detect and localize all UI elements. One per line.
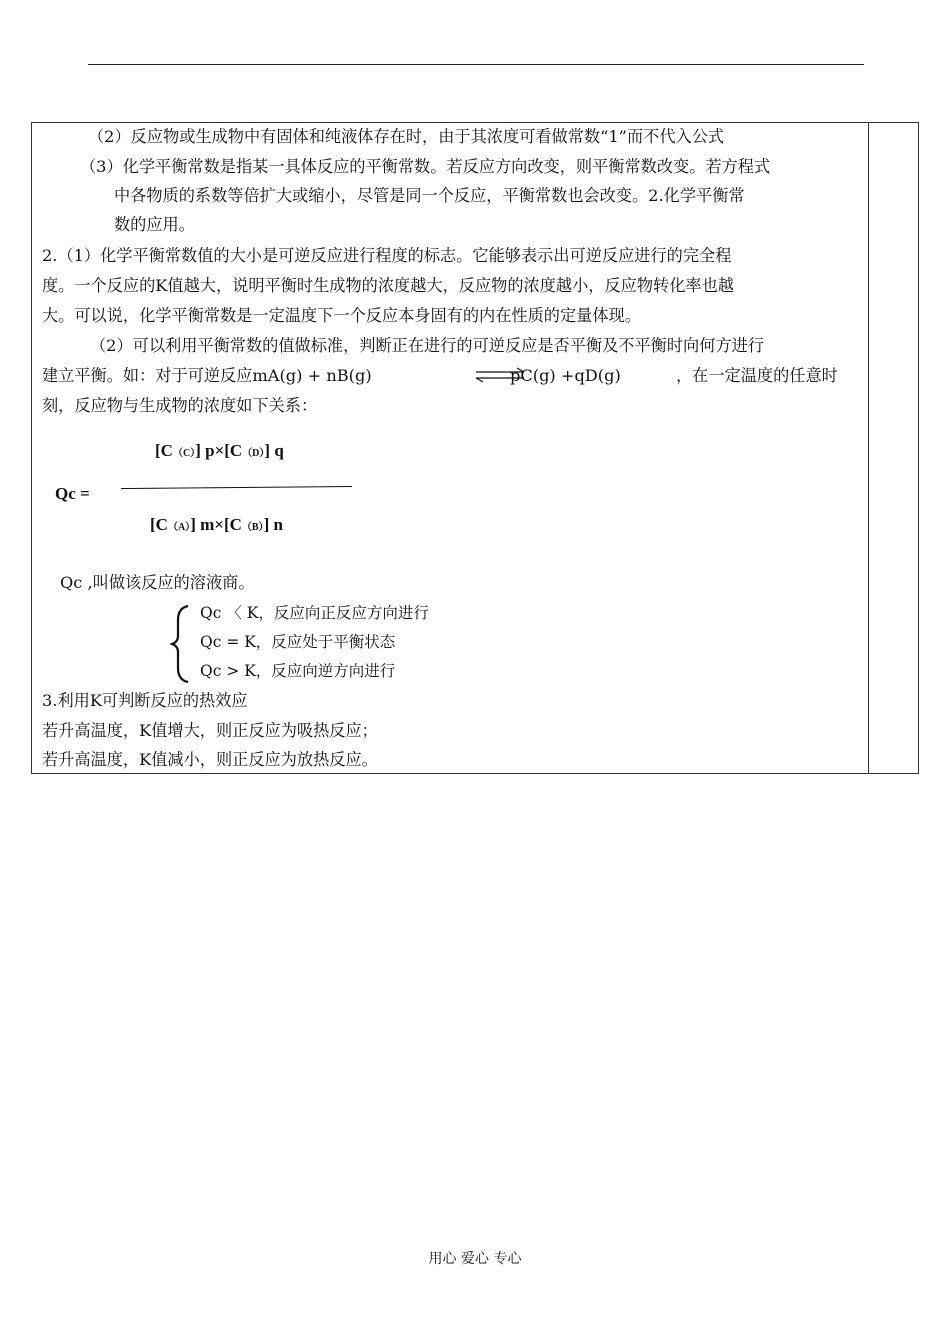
left-brace-icon xyxy=(170,604,192,684)
table-side-column-border xyxy=(868,122,869,774)
text-line-1: （2）反应物或生成物中有固体和纯液体存在时，由于其浓度可看做常数“1”而不代入公式 xyxy=(88,127,725,146)
text-line-3: 中各物质的系数等倍扩大或缩小，尽管是同一个反应，平衡常数也会改变。2.化学平衡常 xyxy=(114,186,745,205)
text-line-9c: ，在一定温度的任意时 xyxy=(676,366,838,385)
text-line-5: 2.（1）化学平衡常数值的大小是可逆反应进行程度的标志。它能够表示出可逆反应进行的完全程 xyxy=(42,246,732,265)
header-rule xyxy=(88,64,864,65)
text-line-14: 若升高温度，K值减小，则正反应为放热反应。 xyxy=(42,750,378,769)
formula-lhs: Qc = xyxy=(55,484,90,503)
case-item-3: Qc > K，反应向逆方向进行 xyxy=(200,662,396,680)
text-line-6: 度。一个反应的K值越大，说明平衡时生成物的浓度越大，反应物的浓度越小，反应物转化率也越 xyxy=(42,276,734,295)
text-line-13: 若升高温度，K值增大，则正反应为吸热反应； xyxy=(42,721,378,740)
text-line-12: 3.利用K可判断反应的热效应 xyxy=(42,691,248,710)
formula-numerator: [C（C）] p×[C（D）] q xyxy=(155,441,284,460)
case-item-2: Qc = K，反应处于平衡状态 xyxy=(200,633,396,651)
text-line-9b: pC(g) +qD(g) xyxy=(510,366,621,385)
text-line-11: Qc ,叫做该反应的溶液商。 xyxy=(60,573,255,592)
text-line-2: （3）化学平衡常数是指某一具体反应的平衡常数。若反应方向改变，则平衡常数改变。若方程式 xyxy=(80,157,771,176)
text-line-4: 数的应用。 xyxy=(114,215,195,234)
text-line-7: 大。可以说，化学平衡常数是一定温度下一个反应本身固有的内在性质的定量体现。 xyxy=(42,306,641,325)
text-line-8: （2）可以利用平衡常数的值做标准，判断正在进行的可逆反应是否平衡及不平衡时向何方进行 xyxy=(90,336,764,355)
case-item-1: Qc 〈 K，反应向正反应方向进行 xyxy=(200,604,429,622)
text-line-10: 刻，反应物与生成物的浓度如下关系： xyxy=(42,396,318,415)
page-footer: 用心 爱心 专心 xyxy=(428,1251,522,1267)
text-line-9a: 建立平衡。如：对于可逆反应mA(g) + nB(g) xyxy=(42,366,372,385)
formula-denominator: [C（A）] m×[C（B）] n xyxy=(150,515,283,534)
